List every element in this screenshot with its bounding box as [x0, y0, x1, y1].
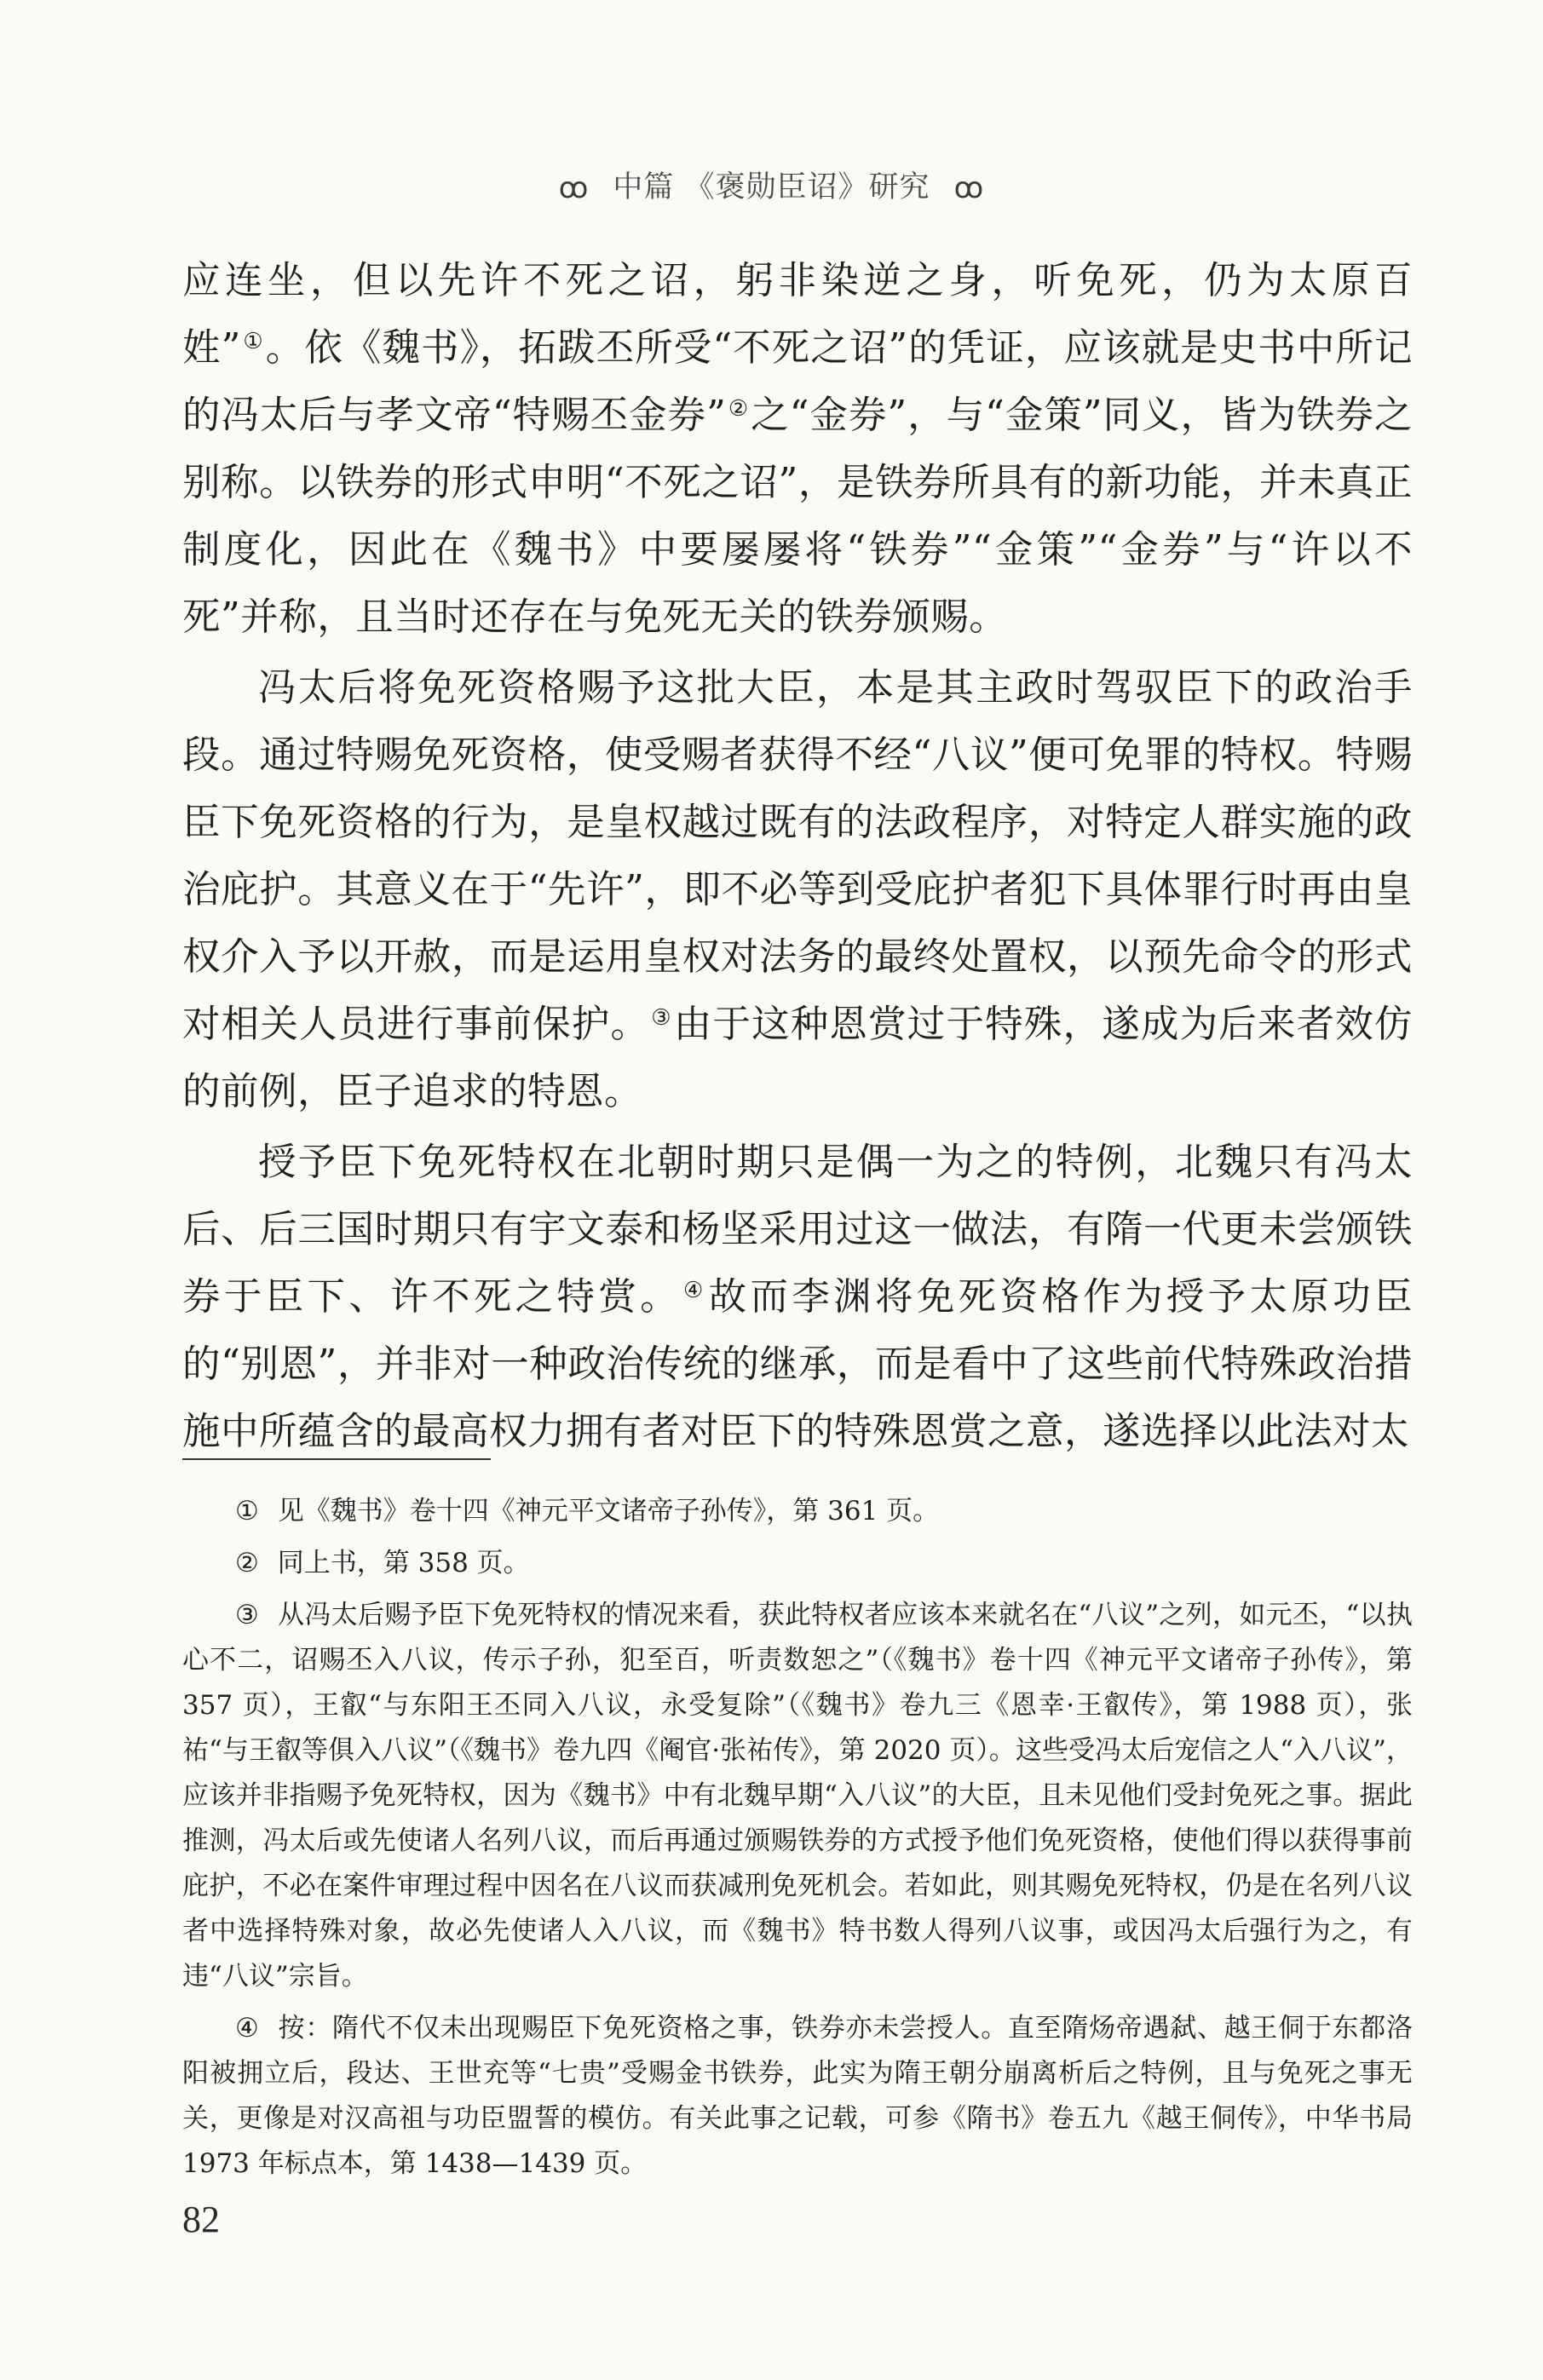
paragraph-3 — [182, 1129, 1413, 1465]
footnote-3-text: 从冯太后赐予臣下免死特权的情况来看，获此特权者应该本来就名在“八议”之列，如元丕，“以执心不二，诏赐丕入八议，传示子孙，犯至百，听责数恕之”（《魏书》卷十四《神元平文诸帝子孙传》，第 357 页），王叡“与东阳王丕同入八议，永受复除”（《魏书》卷九三《恩幸·王叡传》，第 1988 页），张祐“与王叡等俱入八议”（《魏书》卷九四《阉官·张祐传》，第 2020 页）。这些受冯太后宠信之人“入八议”，应该并非指赐予免死特权，因为《魏书》中有北魏早期“入八议”的大臣，且未见他们受封免死之事。据此推测，冯太后或先使诸人名列八议，而后再通过颁赐铁券的方式授予他们免死资格，使他们得以获得事前庇护，不必在案件审理过程中因名在八议而获减刑免死机会。若如此，则其赐免死特权，仍是在名列八议者中选择特殊对象，故必先使诸人入八议，而《魏书》特书数人得列八议事，或因冯太后强行为之，有违“八议”宗旨。 — [182, 1600, 1413, 1992]
footnote-4-text: 按：隋代不仅未出现赐臣下免死资格之事，铁券亦未尝授人。直至隋炀帝遇弑、越王侗于东都洛阳被拥立后，段达、王世充等“七贵”受赐金书铁券，此实为隋王朝分崩离析后之特例，且与免死之事无关，更像是对汉高祖与功臣盟誓的模仿。有关此事之记载，可参《隋书》卷五九《越王侗传》，中华书局 1973 年标点本，第 1438—1439 页。 — [182, 2013, 1413, 2179]
footnote-2-mark: ② — [235, 1548, 259, 1578]
running-header — [0, 164, 1543, 206]
paragraph-1-text-a: 应连坐，但以先许不死之诏，躬非染逆之身，听免死，仍为太原百姓” — [182, 259, 1413, 370]
paragraph-3-text-a: 授予臣下免死特权在北朝时期只是偶一为之的特例，北魏只有冯太后、后三国时期只有宇文泰和杨坚采用过这一做法，有隋一代更未尝颁铁券于臣下、许不死之特赏。 — [182, 1141, 1413, 1319]
paragraph-2-text-a: 冯太后将免死资格赐予这批大臣，本是其主政时驾驭臣下的政治手段。通过特赐免死资格，使受赐者获得不经“八议”便可免罪的特权。特赐臣下免死资格的行为，是皇权越过既有的法政程序，对特定人群实施的政治庇护。其意义在于“先许”，即不必等到受庇护者犯下具体罪行时再由皇权介入予以开赦，而是运用皇权对法务的最终处置权，以预先命令的形式对相关人员进行事前保护。 — [182, 666, 1413, 1046]
footnote-ref-2[interactable]: ② — [728, 396, 750, 422]
paragraph-2 — [182, 654, 1413, 1125]
footnote-divider — [182, 1458, 491, 1460]
footnote-1 — [182, 1489, 1413, 1534]
running-header-title: 中篇 《褒勋臣诏》研究 — [613, 170, 930, 204]
footnote-1-mark: ① — [235, 1496, 259, 1526]
page-number: 82 — [182, 2199, 220, 2240]
ornament-icon-left: ꝏ — [558, 171, 590, 205]
paragraph-1-text-b: 。依《魏书》，拓跋丕所受“不死之诏”的凭证，应该就是史书中所记的冯太后与孝文帝“特赐丕金券” — [182, 326, 1413, 437]
paragraph-1 — [182, 247, 1413, 651]
ornament-icon-right: ꝏ — [953, 171, 985, 205]
footnote-ref-4[interactable]: ④ — [683, 1278, 707, 1303]
footnote-ref-1[interactable]: ① — [242, 329, 264, 354]
footnotes — [182, 1489, 1413, 2193]
footnote-ref-3[interactable]: ③ — [651, 1005, 672, 1031]
paragraph-3-text-b: 故而李渊将免死资格作为授予太原功臣的“别恩”，并非对一种政治传统的继承，而是看中了这些前代特殊政治措施中所蕴含的最高权力拥有者对臣下的特殊恩赏之意，遂选择以此法对太 — [182, 1275, 1413, 1453]
body-text — [182, 247, 1413, 1465]
footnote-2-text: 同上书，第 358 页。 — [277, 1548, 530, 1578]
footnote-2 — [182, 1541, 1413, 1586]
footnote-3-mark: ③ — [235, 1600, 260, 1630]
footnote-1-text: 见《魏书》卷十四《神元平文诸帝子孙传》，第 361 页。 — [277, 1496, 940, 1526]
footnote-3 — [182, 1593, 1413, 1999]
paragraph-2-text-b: 由于这种恩赏过于特殊，遂成为后来者效仿的前例，臣子追求的特恩。 — [182, 1003, 1413, 1113]
footnote-4-mark: ④ — [235, 2013, 260, 2044]
paragraph-1-text-c: 之“金券”，与“金策”同义，皆为铁券之别称。以铁券的形式申明“不死之诏”，是铁券所具有的新功能，并未真正制度化，因此在《魏书》中要屡屡将“铁券”“金策”“金券”与“许以不死”并称，且当时还存在与免死无关的铁券颁赐。 — [182, 394, 1413, 639]
footnote-4 — [182, 2006, 1413, 2187]
